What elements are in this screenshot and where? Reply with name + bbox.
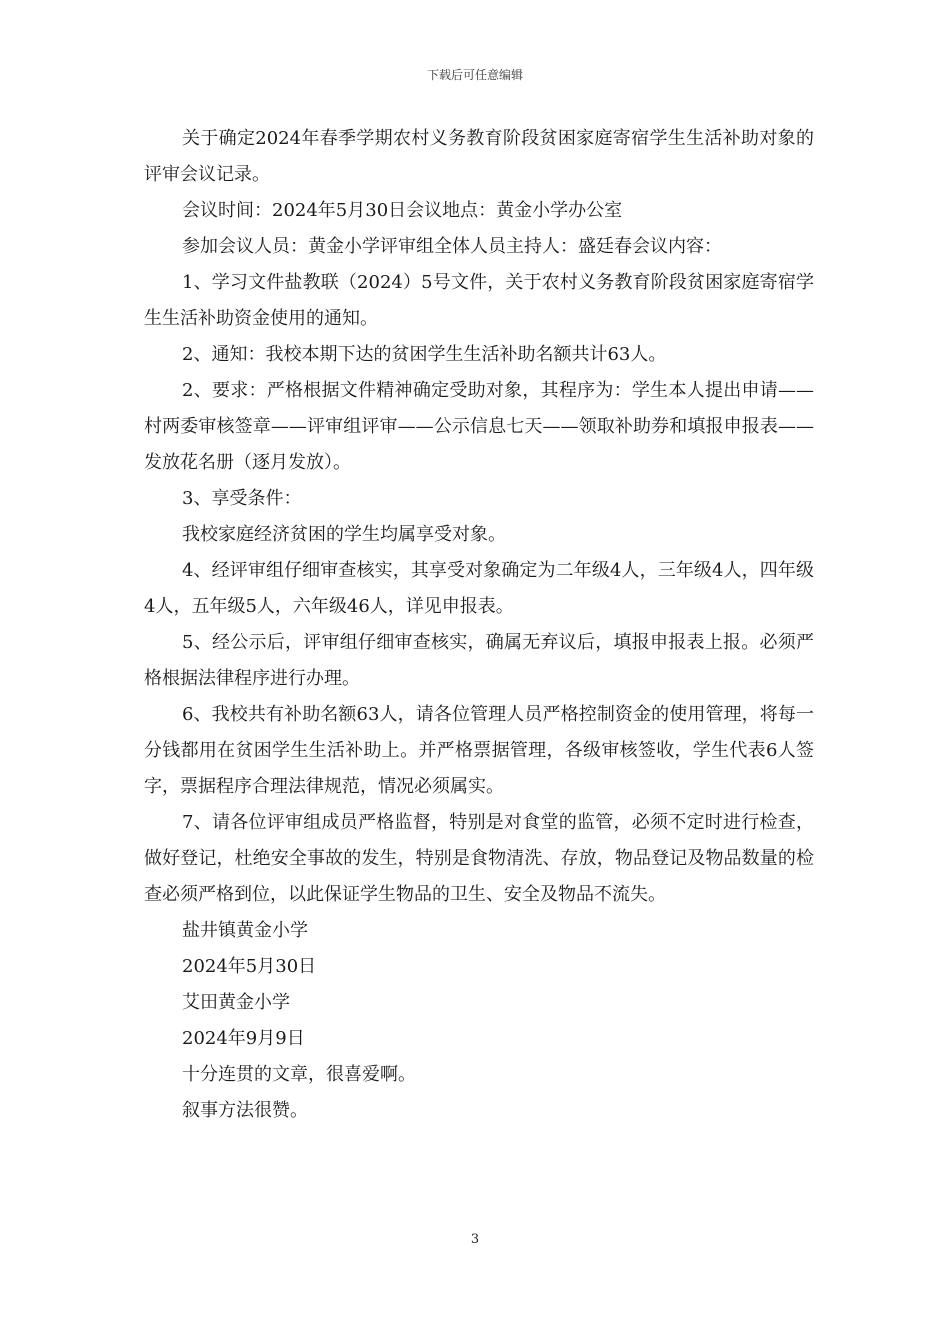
paragraph-title: 关于确定2024年春季学期农村义务教育阶段贫困家庭寄宿学生生活补助对象的评审会议记录。 bbox=[144, 128, 814, 185]
paragraph-meeting-time: 会议时间：2024年5月30日会议地点：黄金小学办公室 bbox=[182, 200, 623, 221]
paragraph-item-3: 3、享受条件： bbox=[182, 488, 302, 509]
paragraph-item-5: 5、经公示后，评审组仔细审查核实，确属无弃议后，填报申报表上报。必须严格根据法律程序进行办理。 bbox=[144, 632, 814, 689]
comment-2: 叙事方法很赞。 bbox=[182, 1100, 308, 1121]
paragraph-item-7: 7、请各位评审组成员严格监督，特别是对食堂的监管，必须不定时进行检查，做好登记，杜绝安全事故的发生，特别是食物清洗、存放，物品登记及物品数量的检查必须严格到位，以此保证学生物品的卫生、安全及物品不流失。 bbox=[144, 812, 814, 905]
page-header-note: 下载后可任意编辑 bbox=[426, 68, 523, 82]
paragraph-item-1: 1、学习文件盐教联（2024）5号文件，关于农村义务教育阶段贫困家庭寄宿学生生活补助资金使用的通知。 bbox=[144, 272, 814, 329]
signature-school-1: 盐井镇黄金小学 bbox=[182, 920, 308, 941]
signature-date-2: 2024年9月9日 bbox=[182, 1028, 305, 1049]
signature-date-1: 2024年5月30日 bbox=[182, 956, 317, 977]
paragraph-item-4: 4、经评审组仔细审查核实，其享受对象确定为二年级4人，三年级4人，四年级4人，五年级5人，六年级46人，详见申报表。 bbox=[144, 560, 814, 617]
comment-1: 十分连贯的文章，很喜爱啊。 bbox=[182, 1064, 416, 1085]
paragraph-item-2-notice: 2、通知：我校本期下达的贫困学生生活补助名额共计63人。 bbox=[182, 344, 667, 365]
page-number: 3 bbox=[470, 1232, 480, 1247]
paragraph-eligibility: 我校家庭经济贫困的学生均属享受对象。 bbox=[182, 524, 506, 545]
paragraph-item-6: 6、我校共有补助名额63人，请各位管理人员严格控制资金的使用管理，将每一分钱都用在贫困学生生活补助上。并严格票据管理，各级审核签收，学生代表6人签字，票据程序合理法律规范，情况必须属实。 bbox=[144, 704, 814, 797]
paragraph-item-2-requirements: 2、要求：严格根据文件精神确定受助对象，其程序为：学生本人提出申请——村两委审核签章——评审组评审——公示信息七天——领取补助券和填报申报表——发放花名册（逐月发放）。 bbox=[144, 380, 814, 473]
paragraph-attendees: 参加会议人员：黄金小学评审组全体人员主持人：盛廷春会议内容： bbox=[182, 236, 722, 257]
signature-school-2: 艾田黄金小学 bbox=[182, 992, 290, 1013]
document-body bbox=[144, 121, 814, 1129]
